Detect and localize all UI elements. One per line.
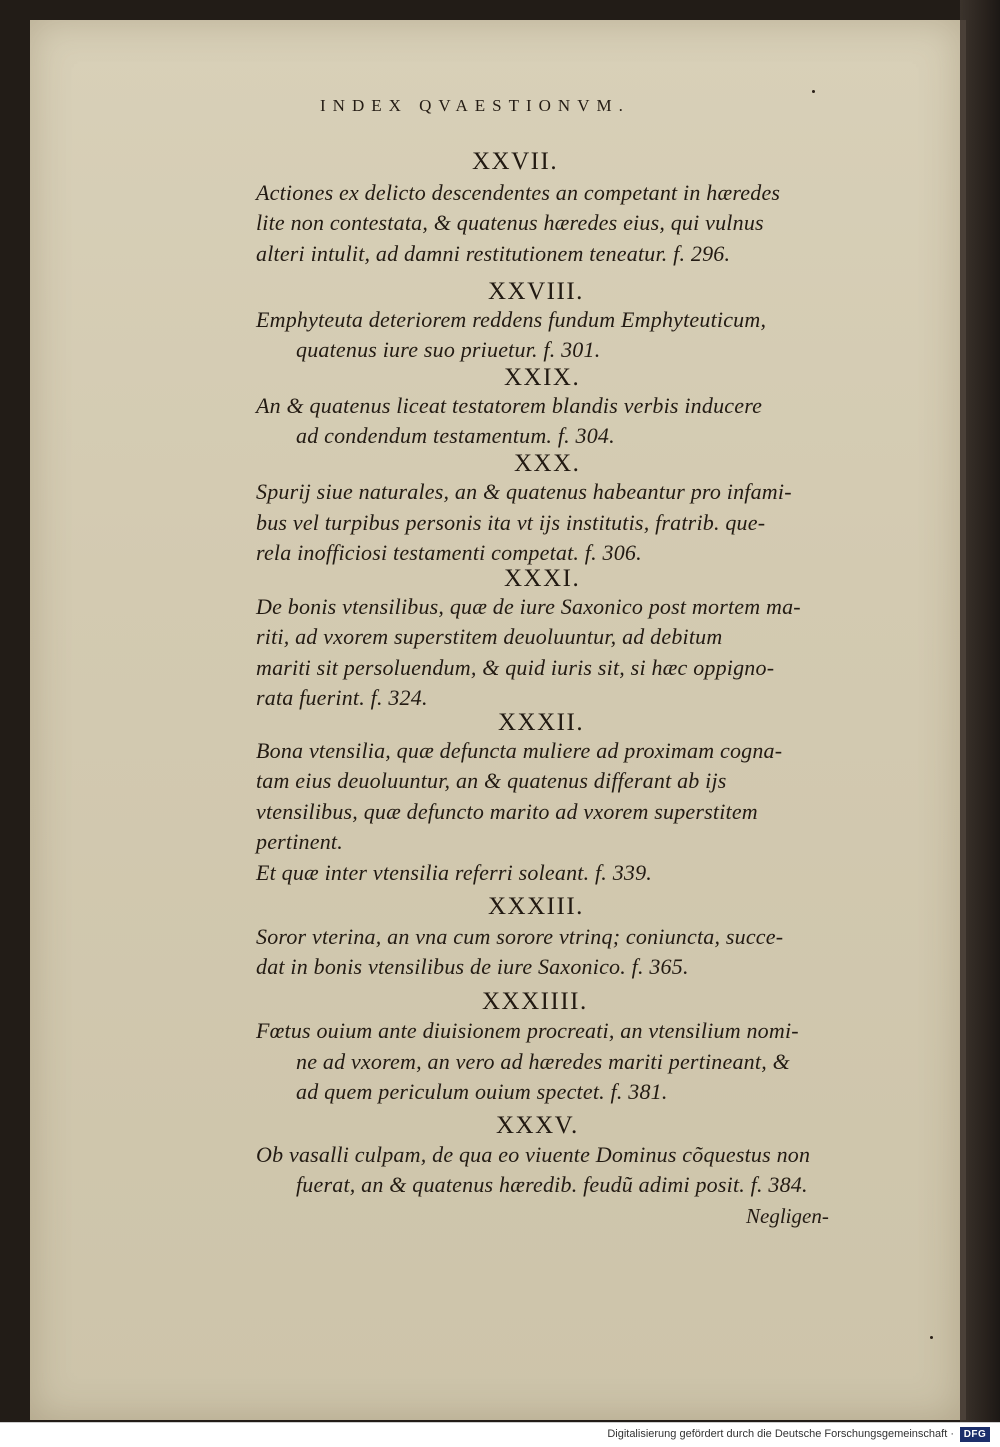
entry-line: Emphyteuta deteriorem reddens fundum Emphyteuticum, <box>256 307 767 332</box>
book-edge <box>960 0 1000 1447</box>
entry-line: ne ad vxorem, an vero ad hæredes mariti pertineant, & <box>296 1049 790 1074</box>
entry-line: dat in bonis vtensilibus de iure Saxonico. f. 365. <box>256 954 689 979</box>
entry-line: bus vel turpibus personis ita vt ijs institutis, fratrib. que- <box>256 510 766 535</box>
entry-line: Bona vtensilia, quæ defuncta muliere ad proximam cogna- <box>256 738 783 763</box>
entry-numeral: XXXII. <box>498 709 585 736</box>
entry-numeral: XXXV. <box>496 1112 579 1139</box>
ink-speck <box>812 90 815 93</box>
entry-line: Soror vterina, an vna cum sorore vtrinq; coniuncta, succe- <box>256 924 784 949</box>
entry-line: Et quæ inter vtensilia referri soleant. f. 339. <box>256 860 653 885</box>
entry-line: Ob vasalli culpam, de qua eo viuente Dominus cõquestus non <box>256 1142 811 1167</box>
entry-line: pertinent. <box>256 829 343 854</box>
entry-line: An & quatenus liceat testatorem blandis verbis inducere <box>256 393 763 418</box>
entry-numeral: XXIX. <box>504 364 581 391</box>
entry-line: tam eius deuoluuntur, an & quatenus differant ab ijs <box>256 768 727 793</box>
running-head: INDEX QVAESTIONVM. <box>320 96 630 115</box>
funding-notice: Digitalisierung gefördert durch die Deutsche Forschungsgemeinschaft · <box>607 1428 954 1440</box>
entry-line: fuerat, an & quatenus hæredib. feudũ adimi posit. f. 384. <box>296 1172 808 1197</box>
entry-numeral: XXVIII. <box>488 278 584 305</box>
entry-line: ad condendum testamentum. f. 304. <box>296 423 615 448</box>
entry-line: rela inofficiosi testamenti competat. f. 306. <box>256 540 642 565</box>
entry-line: riti, ad vxorem superstitem deuoluuntur, ad debitum <box>256 624 723 649</box>
catchword: Negligen- <box>746 1204 829 1228</box>
footer-bar <box>0 1422 1000 1447</box>
entry-line: alteri intulit, ad damni restitutionem teneatur. f. 296. <box>256 241 731 266</box>
entry-line: Actiones ex delicto descendentes an competant in hæredes <box>256 180 781 205</box>
entry-line: Fœtus ouium ante diuisionem procreati, an vtensilium nomi- <box>256 1018 799 1043</box>
entry-line: Spurij siue naturales, an & quatenus habeantur pro infami- <box>256 479 792 504</box>
entry-numeral: XXX. <box>514 450 581 477</box>
entry-line: rata fuerint. f. 324. <box>256 685 428 710</box>
entry-numeral: XXVII. <box>472 148 559 175</box>
entry-line: ad quem periculum ouium spectet. f. 381. <box>296 1079 668 1104</box>
entry-numeral: XXXI. <box>504 565 581 592</box>
entry-line: lite non contestata, & quatenus hæredes eius, qui vulnus <box>256 210 764 235</box>
entry-line: quatenus iure suo priuetur. f. 301. <box>296 337 601 362</box>
entry-line: De bonis vtensilibus, quæ de iure Saxonico post mortem ma- <box>256 594 801 619</box>
entry-line: vtensilibus, quæ defuncto marito ad vxorem superstitem <box>256 799 758 824</box>
entry-numeral: XXXIII. <box>488 893 584 920</box>
ink-speck <box>930 1336 933 1339</box>
dfg-logo-icon: DFG <box>960 1427 990 1442</box>
entry-numeral: XXXIIII. <box>482 988 588 1015</box>
entry-line: mariti sit persoluendum, & quid iuris sit, si hæc oppigno- <box>256 655 775 680</box>
